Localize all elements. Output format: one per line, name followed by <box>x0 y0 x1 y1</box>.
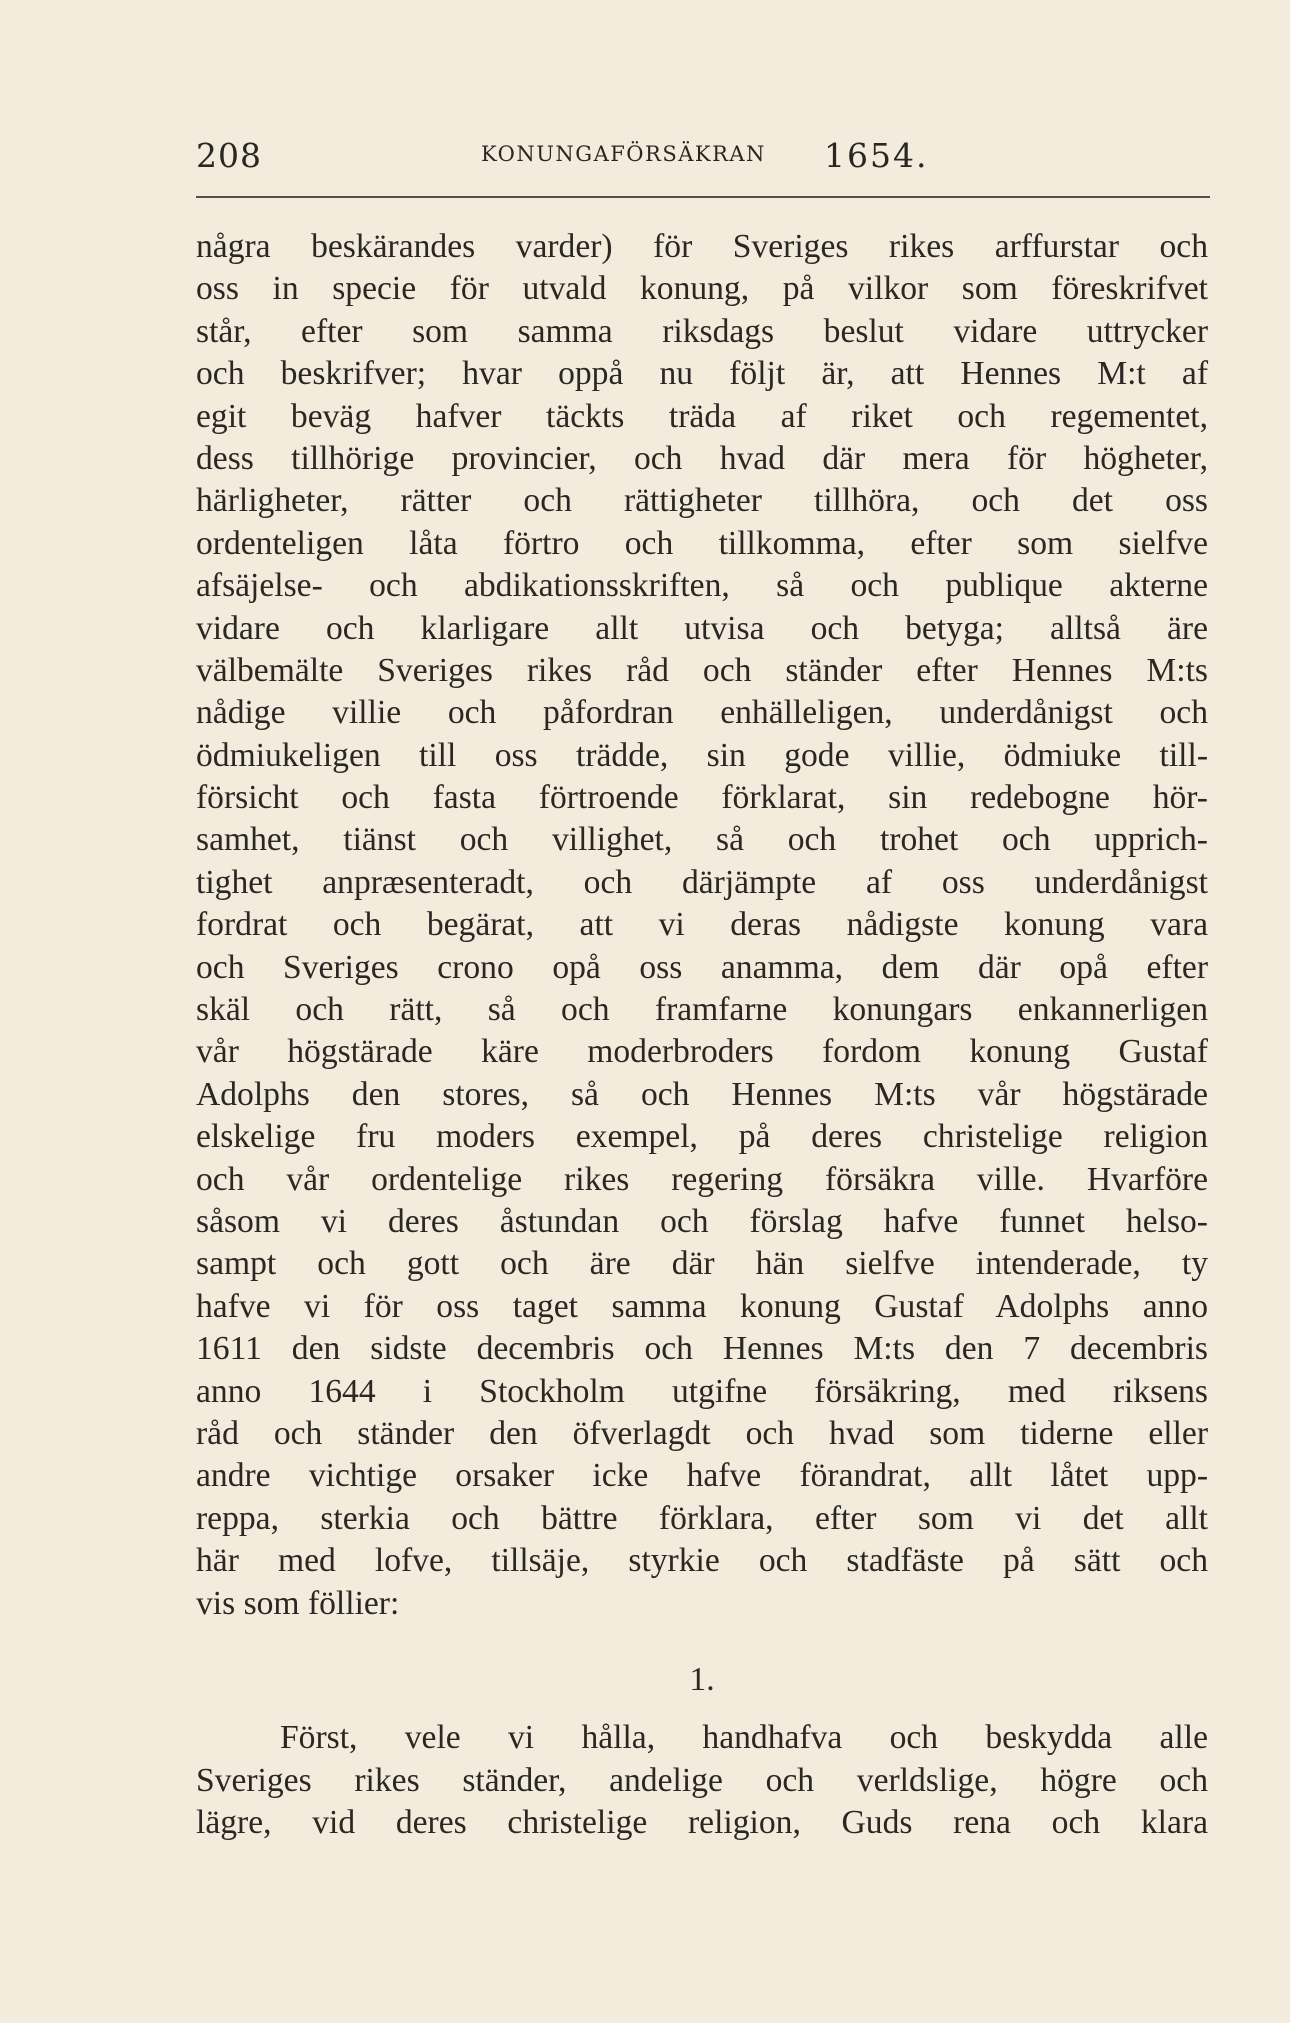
section-number: 1. <box>689 1660 715 1698</box>
text-line: 1611 den sidste decembris och Hennes M:ts den 7 decembris <box>196 1330 1208 1368</box>
body-text <box>196 226 1208 1844</box>
text-line: andre vichtige orsaker icke hafve förandrat, allt låtet upp- <box>196 1457 1208 1495</box>
text-line: försicht och fasta förtroende förklarat, sin redebogne hör- <box>196 779 1208 817</box>
text-line: härligheter, rätter och rättigheter tillhöra, och det oss <box>196 482 1208 520</box>
text-line: skäl och rätt, så och framfarne konungars enkannerligen <box>196 991 1208 1029</box>
header-rule <box>196 196 1210 198</box>
text-line: tighet anpræsenteradt, och därjämpte af oss underdånigst <box>196 863 1208 901</box>
text-line: vår högstärade käre moderbroders fordom konung Gustaf <box>196 1033 1208 1071</box>
text-line: vis som föllier: <box>196 1584 400 1622</box>
text-line: hafve vi för oss taget samma konung Gustaf Adolphs anno <box>196 1287 1208 1325</box>
text-line: Adolphs den stores, så och Hennes M:ts vår högstärade <box>196 1075 1208 1113</box>
text-line: oss in specie för utvald konung, på vilkor som föreskrifvet <box>196 270 1208 308</box>
page-number: 208 <box>196 136 262 175</box>
text-line: och beskrifver; hvar oppå nu följt är, att Hennes M:t af <box>196 355 1208 393</box>
text-line: står, efter som samma riksdags beslut vidare uttrycker <box>196 312 1208 350</box>
text-line: sampt och gott och äre där hän sielfve intenderade, ty <box>196 1245 1208 1283</box>
text-line: Sveriges rikes ständer, andelige och verldslige, högre och <box>196 1761 1208 1799</box>
paragraph-2 <box>196 1717 1208 1844</box>
text-line: några beskärandes varder) för Sveriges rikes arffurstar och <box>196 228 1208 265</box>
page-header <box>196 130 1208 180</box>
text-line: såsom vi deres åstundan och förslag hafve funnet helso- <box>196 1202 1208 1240</box>
text-line: nådige villie och påfordran enhälleligen, underdånigst och <box>196 694 1208 732</box>
text-line: elskelige fru moders exempel, på deres christelige religion <box>196 1118 1208 1156</box>
text-line: här med lofve, tillsäje, styrkie och stadfäste på sätt och <box>196 1542 1208 1580</box>
text-line: och Sveriges crono opå oss anamma, dem där opå efter <box>196 948 1208 986</box>
running-title: KONUNGAFÖRSÄKRAN <box>481 142 766 166</box>
text-line: samhet, tiänst och villighet, så och trohet och upprich- <box>196 821 1208 859</box>
text-line: anno 1644 i Stockholm utgifne försäkring, med riksens <box>196 1372 1208 1410</box>
text-line: reppa, sterkia och bättre förklara, efter som vi det allt <box>196 1499 1208 1537</box>
text-line: vidare och klarligare allt utvisa och betyga; alltså äre <box>196 609 1208 647</box>
text-line: råd och ständer den öfverlagdt och hvad som tiderne eller <box>196 1414 1208 1452</box>
text-line: lägre, vid deres christelige religion, Guds rena och klara <box>196 1804 1208 1842</box>
text-line: välbemälte Sveriges rikes råd och ständer efter Hennes M:ts <box>196 651 1208 689</box>
text-line: ordenteligen låta förtro och tillkomma, efter som sielfve <box>196 524 1208 562</box>
text-line: Först, vele vi hålla, handhafva och beskydda alle <box>280 1719 1208 1757</box>
text-line: afsäjelse- och abdikationsskriften, så och publique akterne <box>196 567 1208 605</box>
text-line: fordrat och begärat, att vi deras nådigste konung vara <box>196 906 1208 944</box>
text-line: och vår ordentelige rikes regering försäkra ville. Hvarföre <box>196 1160 1208 1198</box>
text-line: ödmiukeligen till oss trädde, sin gode villie, ödmiuke till- <box>196 736 1208 774</box>
running-year: 1654. <box>824 136 929 175</box>
paragraph-1 <box>196 226 1208 1625</box>
text-line: egit beväg hafver täckts träda af riket och regementet, <box>196 397 1208 435</box>
text-line: dess tillhörige provincier, och hvad där mera för högheter, <box>196 439 1208 477</box>
